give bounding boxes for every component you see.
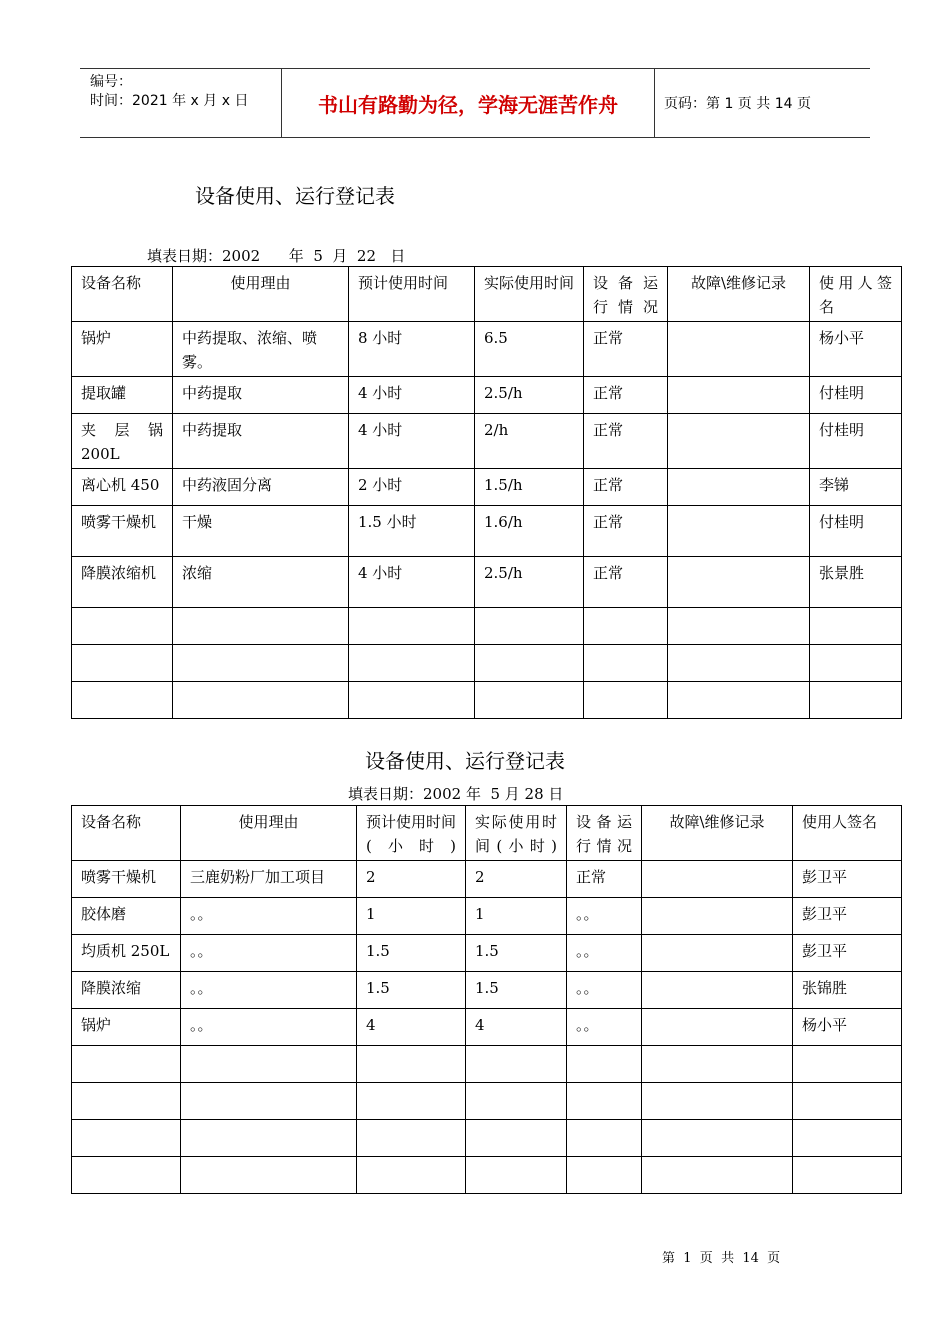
column-header: 预计使用时间(小时) <box>357 806 466 861</box>
table-cell <box>72 1083 181 1120</box>
table-cell: 。。 <box>567 1009 642 1046</box>
table-cell: 1 <box>357 898 466 935</box>
table-cell: 2 <box>466 861 567 898</box>
form2-title: 设备使用、运行登记表 <box>365 749 565 773</box>
table-cell <box>642 898 793 935</box>
table-cell: 锅炉 <box>72 322 173 377</box>
table-cell: 1.6/h <box>475 506 584 557</box>
table-cell <box>357 1120 466 1157</box>
table-cell: 提取罐 <box>72 377 173 414</box>
table-cell <box>349 645 475 682</box>
column-header: 使用人签名 <box>810 267 902 322</box>
document-header <box>80 68 870 138</box>
table-cell: 2.5/h <box>475 377 584 414</box>
number-label: 编号： <box>90 74 132 90</box>
table-row <box>72 469 902 506</box>
table-cell <box>668 377 810 414</box>
table-cell: 喷雾干燥机 <box>72 861 181 898</box>
table-cell: 正常 <box>584 469 668 506</box>
table-cell: 杨小平 <box>793 1009 902 1046</box>
time-label: 时间：2021 年 x 月 x 日 <box>90 93 249 109</box>
table-cell <box>173 682 349 719</box>
table-cell: 正常 <box>584 414 668 469</box>
table-cell <box>793 1046 902 1083</box>
column-header: 设备名称 <box>72 267 173 322</box>
column-header: 实际使用时间 <box>475 267 584 322</box>
table-cell: 付桂明 <box>810 414 902 469</box>
table-cell: 1.5 <box>357 935 466 972</box>
table-cell: 降膜浓缩 <box>72 972 181 1009</box>
column-header: 故障\维修记录 <box>642 806 793 861</box>
table-row <box>72 322 902 377</box>
table-cell <box>793 1083 902 1120</box>
table-cell: 付桂明 <box>810 377 902 414</box>
table-cell: 1.5 <box>466 972 567 1009</box>
table-cell <box>357 1083 466 1120</box>
table-cell: 中药提取 <box>173 377 349 414</box>
table-cell: 2 小时 <box>349 469 475 506</box>
table-cell <box>181 1046 357 1083</box>
table-cell: 6.5 <box>475 322 584 377</box>
table-cell: 中药液固分离 <box>173 469 349 506</box>
table-cell <box>642 972 793 1009</box>
table-cell: 。。 <box>567 935 642 972</box>
table-cell <box>567 1120 642 1157</box>
table-cell: 锅炉 <box>72 1009 181 1046</box>
table-cell: 。。 <box>181 935 357 972</box>
table-cell: 。。 <box>567 972 642 1009</box>
table-cell: 正常 <box>584 557 668 608</box>
table-cell <box>349 608 475 645</box>
column-header: 设 备 运行情况 <box>584 267 668 322</box>
table-row <box>72 972 902 1009</box>
table-row <box>72 898 902 935</box>
table-cell <box>567 1083 642 1120</box>
page-info: 页码：第 1 页 共 14 页 <box>664 96 811 112</box>
form2-fill-date: 填表日期：2002 年 5 月 28 日 <box>348 785 564 803</box>
table-cell: 喷雾干燥机 <box>72 506 173 557</box>
table-cell: 张景胜 <box>810 557 902 608</box>
table-cell <box>173 645 349 682</box>
form2-table <box>71 805 902 1194</box>
table-cell <box>668 414 810 469</box>
table-cell <box>72 1046 181 1083</box>
table-cell <box>357 1046 466 1083</box>
table-row <box>72 645 902 682</box>
table-cell: 2 <box>357 861 466 898</box>
table-cell <box>349 682 475 719</box>
table-cell <box>72 645 173 682</box>
table-cell: 干燥 <box>173 506 349 557</box>
column-header: 设备名称 <box>72 806 181 861</box>
table-cell: 4 <box>357 1009 466 1046</box>
table-cell <box>810 608 902 645</box>
table-cell <box>668 557 810 608</box>
table-row <box>72 1046 902 1083</box>
table-cell <box>567 1157 642 1194</box>
table-cell <box>793 1120 902 1157</box>
table-cell <box>584 645 668 682</box>
table-cell: 中药提取 <box>173 414 349 469</box>
table-cell <box>810 645 902 682</box>
table-cell <box>475 645 584 682</box>
table-cell: 夹层锅 200L <box>72 414 173 469</box>
form1-title: 设备使用、运行登记表 <box>195 184 395 208</box>
table-cell <box>642 1046 793 1083</box>
table-row <box>72 608 902 645</box>
column-header: 故障\维修记录 <box>668 267 810 322</box>
table-cell <box>173 608 349 645</box>
table-cell: 中药提取、浓缩、喷雾。 <box>173 322 349 377</box>
table-row <box>72 1009 902 1046</box>
table-cell: 正常 <box>584 506 668 557</box>
table-cell: 浓缩 <box>173 557 349 608</box>
table-row <box>72 1120 902 1157</box>
table-row <box>72 682 902 719</box>
table-cell: 离心机 450 <box>72 469 173 506</box>
column-header: 使用理由 <box>173 267 349 322</box>
table-cell <box>181 1120 357 1157</box>
table-row <box>72 377 902 414</box>
column-header: 设备运行情况 <box>567 806 642 861</box>
table-cell: 均质机 250L <box>72 935 181 972</box>
table-cell: 1.5 小时 <box>349 506 475 557</box>
table-row <box>72 1157 902 1194</box>
table-cell: 彭卫平 <box>793 935 902 972</box>
table-cell <box>668 682 810 719</box>
header-meta <box>90 73 248 111</box>
table-cell: 降膜浓缩机 <box>72 557 173 608</box>
table-cell: 4 小时 <box>349 414 475 469</box>
table-row <box>72 935 902 972</box>
table-cell <box>466 1157 567 1194</box>
table-cell: 4 <box>466 1009 567 1046</box>
table-row <box>72 861 902 898</box>
table-cell <box>466 1120 567 1157</box>
table-cell <box>584 682 668 719</box>
table-cell <box>567 1046 642 1083</box>
table-cell: 1.5 <box>357 972 466 1009</box>
table-row <box>72 506 902 557</box>
table-cell <box>72 682 173 719</box>
header-row <box>72 806 902 861</box>
table-cell: 8 小时 <box>349 322 475 377</box>
header-row <box>72 267 902 322</box>
table-cell <box>72 1120 181 1157</box>
table-row <box>72 557 902 608</box>
table-cell: 4 小时 <box>349 557 475 608</box>
table-cell: 1.5 <box>466 935 567 972</box>
table-row <box>72 414 902 469</box>
table-cell <box>357 1157 466 1194</box>
page-footer: 第 1 页 共 14 页 <box>662 1251 781 1266</box>
table-cell <box>72 1157 181 1194</box>
table-cell: 李锑 <box>810 469 902 506</box>
table-row <box>72 1083 902 1120</box>
column-header: 实际使用时间(小时) <box>466 806 567 861</box>
table-cell <box>181 1083 357 1120</box>
table-cell <box>793 1157 902 1194</box>
table-cell <box>181 1157 357 1194</box>
table-cell: 1.5/h <box>475 469 584 506</box>
table-cell: 。。 <box>181 972 357 1009</box>
table-cell <box>642 935 793 972</box>
table-cell: 三鹿奶粉厂加工项目 <box>181 861 357 898</box>
table-cell: 4 小时 <box>349 377 475 414</box>
table-cell <box>475 608 584 645</box>
form1-fill-date: 填表日期：2002 年 5 月 22 日 <box>147 247 406 265</box>
header-divider <box>654 69 655 137</box>
table-cell <box>668 645 810 682</box>
table-cell <box>642 861 793 898</box>
column-header: 预计使用时间 <box>349 267 475 322</box>
table-cell <box>668 469 810 506</box>
table-cell <box>466 1083 567 1120</box>
table-cell: 2.5/h <box>475 557 584 608</box>
table-cell <box>642 1157 793 1194</box>
table-cell: 胶体磨 <box>72 898 181 935</box>
table-cell: 。。 <box>181 898 357 935</box>
table-cell: 彭卫平 <box>793 898 902 935</box>
table-cell: 正常 <box>584 322 668 377</box>
table-cell <box>668 322 810 377</box>
column-header: 使用理由 <box>181 806 357 861</box>
form1-table <box>71 266 902 719</box>
column-header: 使用人签名 <box>793 806 902 861</box>
table-cell <box>810 682 902 719</box>
table-cell: 正常 <box>584 377 668 414</box>
table-cell <box>475 682 584 719</box>
table-cell <box>642 1083 793 1120</box>
table-cell <box>72 608 173 645</box>
table-cell <box>584 608 668 645</box>
table-cell: 。。 <box>181 1009 357 1046</box>
table-cell <box>466 1046 567 1083</box>
table-cell: 张锦胜 <box>793 972 902 1009</box>
table-cell: 彭卫平 <box>793 861 902 898</box>
table-cell: 正常 <box>567 861 642 898</box>
table-cell: 杨小平 <box>810 322 902 377</box>
table-cell: 付桂明 <box>810 506 902 557</box>
table-cell <box>668 506 810 557</box>
motto: 书山有路勤为径，学海无涯苦作舟 <box>318 92 618 117</box>
table-cell <box>642 1009 793 1046</box>
table-cell <box>668 608 810 645</box>
table-cell <box>642 1120 793 1157</box>
table-cell: 1 <box>466 898 567 935</box>
table-cell: 。。 <box>567 898 642 935</box>
table-cell: 2/h <box>475 414 584 469</box>
